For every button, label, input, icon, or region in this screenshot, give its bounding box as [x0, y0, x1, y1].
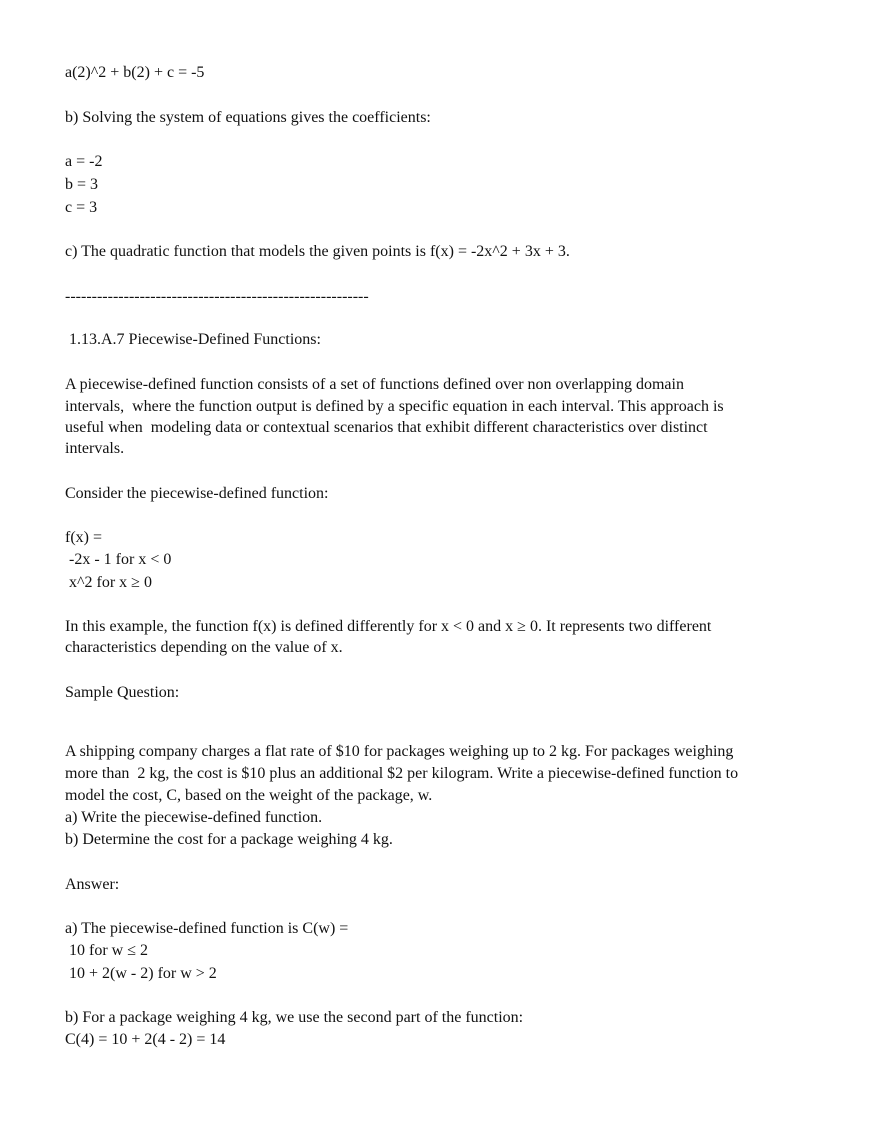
- answer-part-b: b) For a package weighing 4 kg, we use the second part of the function:: [65, 1009, 524, 1026]
- function-piece: x^2 for x ≥ 0: [65, 574, 152, 591]
- section-divider: ---------------------------------------------------------: [65, 288, 369, 305]
- coefficient-a: a = -2: [65, 153, 103, 170]
- answer-heading: Answer:: [65, 876, 120, 893]
- coefficient-b: b = 3: [65, 176, 99, 193]
- paragraph-line: intervals.: [65, 440, 125, 457]
- sample-question-heading: Sample Question:: [65, 684, 180, 701]
- solution-step-b: b) Solving the system of equations gives the coefficients:: [65, 109, 431, 126]
- solution-step-c: c) The quadratic function that models the given points is f(x) = -2x^2 + 3x + 3.: [65, 243, 570, 260]
- equation-line: a(2)^2 + b(2) + c = -5: [65, 64, 205, 81]
- paragraph-line: useful when modeling data or contextual scenarios that exhibit different characteristics over distinct: [65, 419, 708, 436]
- question-line: model the cost, C, based on the weight of the package, w.: [65, 787, 433, 804]
- question-line: more than 2 kg, the cost is $10 plus an additional $2 per kilogram. Write a piecewise-defined function to: [65, 765, 739, 782]
- answer-piece: 10 for w ≤ 2: [65, 942, 148, 959]
- coefficient-c: c = 3: [65, 199, 98, 216]
- function-definition: f(x) =: [65, 529, 103, 546]
- answer-piece: 10 + 2(w - 2) for w > 2: [65, 965, 217, 982]
- question-line: A shipping company charges a flat rate of $10 for packages weighing up to 2 kg. For packages weighing: [65, 743, 734, 760]
- paragraph-line: intervals, where the function output is defined by a specific equation in each interval. This approach is: [65, 398, 724, 415]
- paragraph-line: A piecewise-defined function consists of a set of functions defined over non overlapping domain: [65, 376, 684, 393]
- function-piece: -2x - 1 for x < 0: [65, 551, 172, 568]
- question-part-a: a) Write the piecewise-defined function.: [65, 809, 323, 826]
- paragraph-line: Consider the piecewise-defined function:: [65, 485, 329, 502]
- section-heading: 1.13.A.7 Piecewise-Defined Functions:: [65, 331, 321, 348]
- answer-part-a: a) The piecewise-defined function is C(w) =: [65, 920, 349, 937]
- question-part-b: b) Determine the cost for a package weighing 4 kg.: [65, 831, 393, 848]
- answer-calculation: C(4) = 10 + 2(4 - 2) = 14: [65, 1031, 226, 1048]
- paragraph-line: In this example, the function f(x) is defined differently for x < 0 and x ≥ 0. It represents two different: [65, 618, 712, 635]
- paragraph-line: characteristics depending on the value of x.: [65, 639, 343, 656]
